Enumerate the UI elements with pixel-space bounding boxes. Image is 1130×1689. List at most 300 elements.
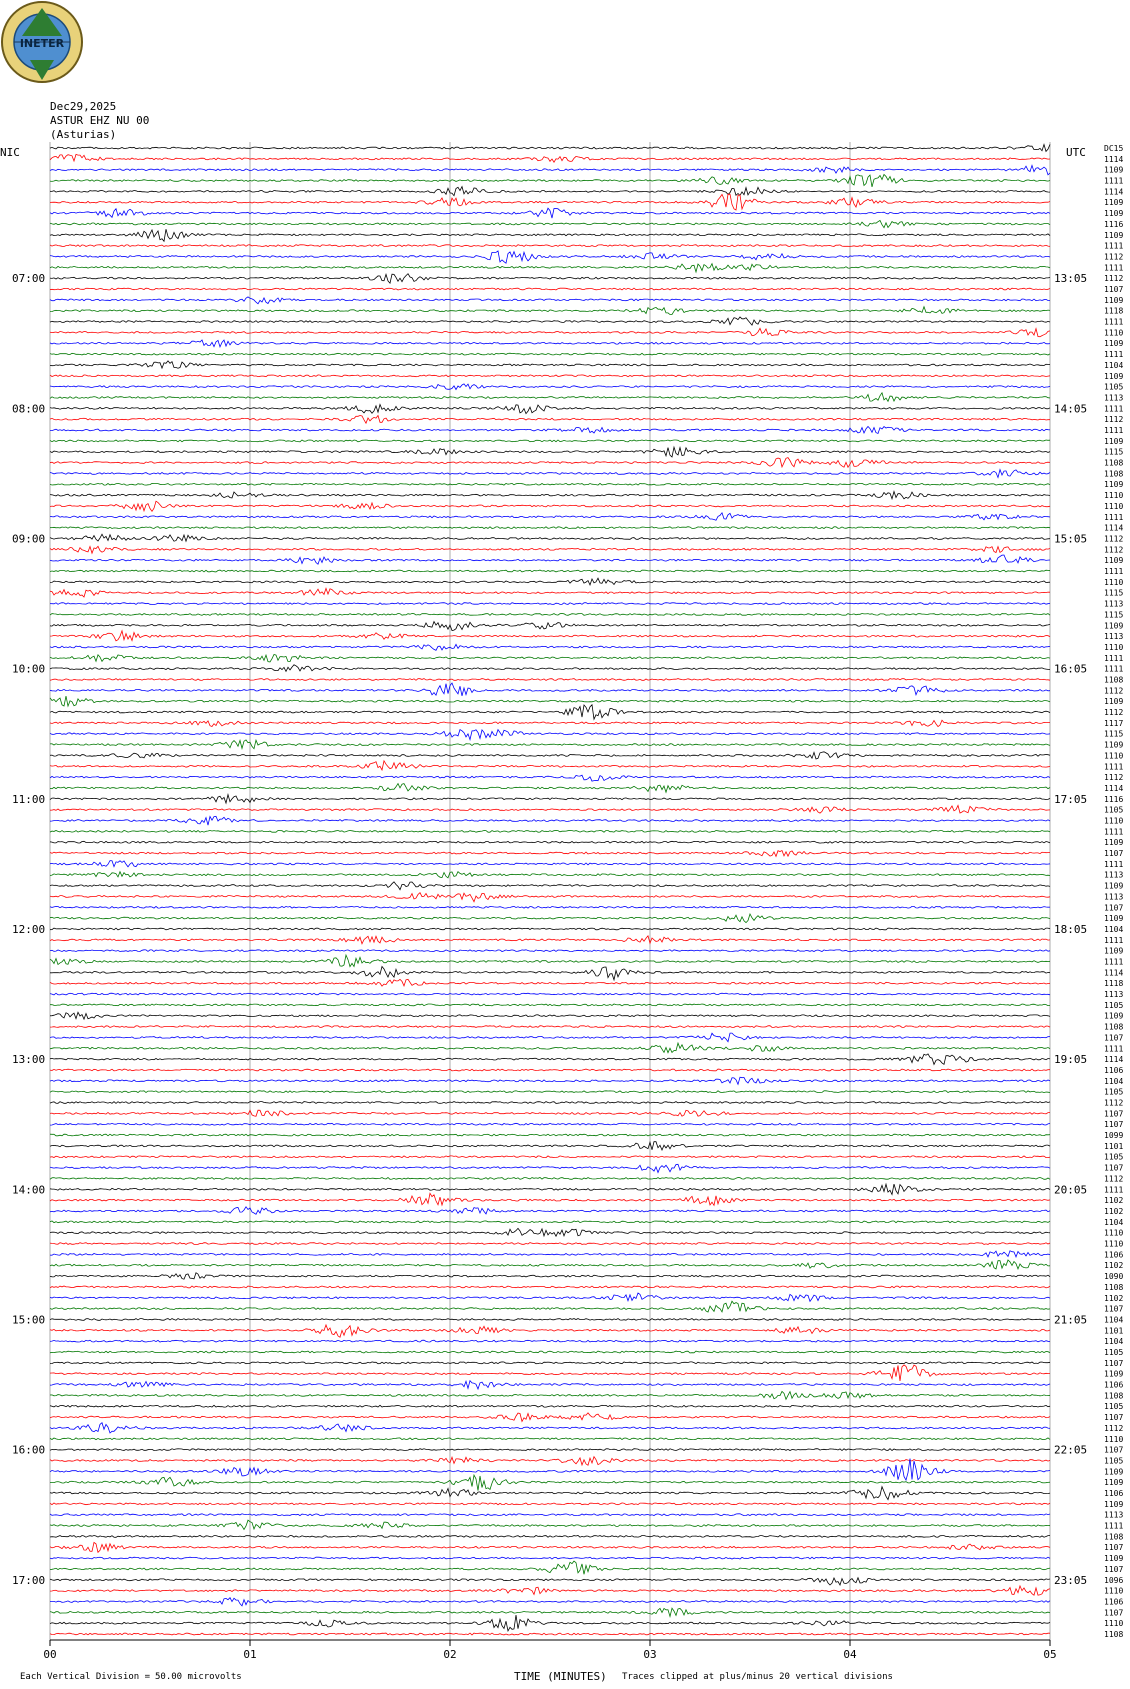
seismic-trace: [50, 1293, 1050, 1301]
trace-offset-label: 1109: [1104, 230, 1124, 240]
right-hour-label: 13:05: [1054, 272, 1088, 286]
trace-offset-label: 1106: [1104, 1250, 1124, 1260]
seismic-trace: [50, 816, 1050, 825]
trace-offset-label: 1111: [1104, 859, 1124, 869]
seismic-trace: [50, 307, 1050, 315]
trace-offset-label: 1107: [1104, 1358, 1124, 1368]
seismic-trace: [50, 665, 1050, 672]
trace-offset-label: 1110: [1104, 501, 1124, 511]
seismic-trace: [50, 882, 1050, 890]
seismic-trace: [50, 458, 1050, 468]
seismic-trace: [50, 1251, 1050, 1257]
trace-offset-label: 1118: [1104, 979, 1124, 989]
seismic-trace: [50, 251, 1050, 263]
seismic-trace: [50, 340, 1050, 347]
seismic-trace: [50, 1561, 1050, 1574]
trace-offset-label: 1101: [1104, 1141, 1124, 1151]
x-tick-label: 05: [1043, 1648, 1057, 1661]
seismic-trace: [50, 1004, 1050, 1006]
trace-offset-label: 1109: [1104, 740, 1124, 750]
seismic-trace: [50, 328, 1050, 336]
seismic-trace: [50, 1586, 1050, 1595]
seismic-trace: [50, 1487, 1050, 1500]
right-hour-label: 20:05: [1054, 1183, 1088, 1197]
seismic-trace: [50, 1578, 1050, 1585]
seismic-trace: [50, 1142, 1050, 1150]
trace-offset-label: 1110: [1104, 1619, 1124, 1629]
left-hour-label: 07:00: [12, 272, 46, 286]
division-value: 50.00 microvolts: [155, 1672, 242, 1682]
trace-offset-label: 1108: [1104, 675, 1124, 685]
trace-offset-label: 1112: [1104, 252, 1124, 262]
seismic-trace: [50, 1054, 1050, 1065]
seismic-trace: [50, 470, 1050, 478]
seismic-trace: [50, 1536, 1050, 1538]
seismic-trace: [50, 1178, 1050, 1180]
x-tick-label: 02: [443, 1648, 457, 1661]
seismic-trace: [50, 1438, 1050, 1440]
trace-offset-label: 1106: [1104, 1488, 1124, 1498]
seismic-trace: [50, 1381, 1050, 1389]
seismic-trace: [50, 555, 1050, 564]
seismic-trace: [50, 165, 1050, 174]
trace-offset-label: 1110: [1104, 1586, 1124, 1596]
seismic-trace: [50, 570, 1050, 572]
seismic-trace: [50, 967, 1050, 980]
trace-offset-label: 1111: [1104, 426, 1124, 436]
trace-offset-label: 1116: [1104, 219, 1124, 229]
trace-offset-label: 1109: [1104, 946, 1124, 956]
seismic-trace: [50, 893, 1050, 902]
seismic-trace: [50, 208, 1050, 218]
seismic-trace: [50, 440, 1050, 442]
trace-offset-label: 1115: [1104, 610, 1124, 620]
trace-offset-label: 1111: [1104, 350, 1124, 360]
seismic-trace: [50, 1286, 1050, 1288]
seismic-trace: [50, 1475, 1050, 1491]
trace-offset-label: 1108: [1104, 1282, 1124, 1292]
trace-offset-label: 1105: [1104, 1402, 1124, 1412]
trace-offset-label: 1107: [1104, 1120, 1124, 1130]
trace-offset-label: 1090: [1104, 1272, 1124, 1282]
trace-offset-label: 1108: [1104, 1391, 1124, 1401]
trace-offset-label: 1110: [1104, 1434, 1124, 1444]
trace-offset-label: 1110: [1104, 642, 1124, 652]
right-hour-label: 18:05: [1054, 922, 1088, 936]
seismic-trace: [50, 1413, 1050, 1422]
trace-offset-label: 1112: [1104, 1423, 1124, 1433]
trace-offset-label: 1109: [1104, 1369, 1124, 1379]
seismic-trace: [50, 1156, 1050, 1158]
seismic-trace: [50, 914, 1050, 923]
seismic-trace: [50, 317, 1050, 325]
trace-offset-label: 1107: [1104, 1109, 1124, 1119]
left-hour-label: 15:00: [12, 1313, 46, 1327]
left-hour-label: 14:00: [12, 1183, 46, 1197]
trace-offset-label: 1104: [1104, 1315, 1124, 1325]
trace-offset-label: 1109: [1104, 339, 1124, 349]
trace-offset-label: 1111: [1104, 404, 1124, 414]
seismic-trace: [50, 1123, 1050, 1125]
seismic-trace: [50, 1207, 1050, 1215]
trace-offset-label: 1099: [1104, 1131, 1124, 1141]
right-hour-label: 22:05: [1054, 1443, 1088, 1457]
seismic-trace: [50, 631, 1050, 641]
seismic-trace: [50, 1351, 1050, 1353]
seismic-trace: [50, 1091, 1050, 1093]
seismic-trace: [50, 906, 1050, 908]
trace-offset-label: 1114: [1104, 187, 1124, 197]
left-timezone-label: NIC: [0, 146, 20, 159]
seismic-trace: [50, 1362, 1050, 1364]
trace-offset-label: 1107: [1104, 1608, 1124, 1618]
trace-offset-label: 1109: [1104, 1011, 1124, 1021]
seismic-trace: [50, 993, 1050, 995]
trace-offset-label: 1096: [1104, 1575, 1124, 1585]
seismic-trace: [50, 288, 1050, 290]
trace-offset-label: 1111: [1104, 241, 1124, 251]
seismic-trace: [50, 1608, 1050, 1616]
trace-offset-label: 1107: [1104, 1445, 1124, 1455]
trace-offset-label: 1107: [1104, 1564, 1124, 1574]
trace-offset-label: 1101: [1104, 1326, 1124, 1336]
seismic-trace: [50, 274, 1050, 284]
trace-offset-label: 1109: [1104, 1467, 1124, 1477]
seismic-trace: [50, 705, 1050, 719]
x-tick-label: 01: [243, 1648, 257, 1661]
trace-offset-label: 1107: [1104, 1413, 1124, 1423]
seismic-trace: [50, 229, 1050, 241]
seismic-trace: [50, 936, 1050, 944]
seismic-trace: [50, 375, 1050, 377]
trace-offset-label: 1111: [1104, 935, 1124, 945]
seismic-trace: [50, 655, 1050, 662]
trace-offset-label: 1108: [1104, 1630, 1124, 1639]
seismic-trace: [50, 1110, 1050, 1116]
trace-offset-label: 1112: [1104, 545, 1124, 555]
seismic-trace: [50, 194, 1050, 210]
right-hour-label: 19:05: [1054, 1053, 1088, 1067]
x-tick-label: 00: [43, 1648, 57, 1661]
seismic-trace: [50, 1542, 1050, 1552]
trace-offset-label: 1109: [1104, 621, 1124, 631]
trace-offset-label: 1113: [1104, 870, 1124, 880]
trace-offset-label: 1109: [1104, 914, 1124, 924]
right-hour-label: 23:05: [1054, 1573, 1088, 1587]
seismic-trace: [50, 1340, 1050, 1342]
seismic-trace: [50, 1365, 1050, 1381]
right-hour-label: 14:05: [1054, 402, 1088, 416]
trace-offset-label: 1115: [1104, 729, 1124, 739]
trace-offset-label: 1109: [1104, 436, 1124, 446]
seismic-trace: [50, 1012, 1050, 1019]
seismic-trace: [50, 683, 1050, 696]
seismic-trace: [50, 1134, 1050, 1136]
trace-offset-label: 1118: [1104, 306, 1124, 316]
seismic-trace: [50, 144, 1050, 151]
seismic-trace: [50, 1503, 1050, 1505]
x-tick-label: 04: [843, 1648, 857, 1661]
seismic-trace: [50, 1325, 1050, 1337]
seismic-trace: [50, 534, 1050, 541]
left-hour-label: 11:00: [12, 792, 46, 806]
trace-offset-label: 1102: [1104, 1196, 1124, 1206]
seismic-trace: [50, 1228, 1050, 1236]
trace-offset-label: 1105: [1104, 382, 1124, 392]
trace-offset-label: 1109: [1104, 1478, 1124, 1488]
seismic-trace: [50, 427, 1050, 434]
trace-offset-label: 1109: [1104, 198, 1124, 208]
seismic-trace: [50, 1319, 1050, 1321]
right-hour-label: 15:05: [1054, 532, 1088, 546]
trace-offset-label: 1110: [1104, 491, 1124, 501]
seismic-trace: [50, 740, 1050, 749]
seismic-trace: [50, 1301, 1050, 1312]
seismic-trace: [50, 644, 1050, 650]
trace-offset-label: 1112: [1104, 534, 1124, 544]
seismic-trace: [50, 1449, 1050, 1451]
trace-offset-label: 1108: [1104, 458, 1124, 468]
trace-offset-label: 1112: [1104, 708, 1124, 718]
seismic-trace: [50, 416, 1050, 424]
trace-offset-label: 1102: [1104, 1293, 1124, 1303]
trace-offset-label: 1106: [1104, 1065, 1124, 1075]
seismic-trace: [50, 1243, 1050, 1245]
seismic-trace: [50, 1221, 1050, 1223]
trace-offset-label: 1107: [1104, 1163, 1124, 1173]
trace-offset-label: 1114: [1104, 1055, 1124, 1065]
left-hour-label: 12:00: [12, 922, 46, 936]
trace-offset-label: 1111: [1104, 512, 1124, 522]
trace-offset-label: 1117: [1104, 718, 1124, 728]
trace-offset-label: 1105: [1104, 1000, 1124, 1010]
seismic-trace: [50, 1405, 1050, 1407]
trace-offset-label: 1113: [1104, 990, 1124, 1000]
x-axis-label: TIME (MINUTES): [514, 1670, 607, 1683]
seismic-trace: [50, 513, 1050, 521]
trace-offset-label: 1111: [1104, 827, 1124, 837]
seismic-trace: [50, 950, 1050, 952]
trace-offset-label: 1111: [1104, 957, 1124, 967]
seismic-trace: [50, 361, 1050, 368]
trace-offset-label: 1109: [1104, 480, 1124, 490]
seismic-trace: [50, 1273, 1050, 1279]
seismic-trace: [50, 187, 1050, 196]
seismic-trace: [50, 795, 1050, 804]
trace-offset-label: 1107: [1104, 903, 1124, 913]
seismic-trace: [50, 752, 1050, 759]
seismic-trace: [50, 384, 1050, 390]
trace-offset-label: 1105: [1104, 1347, 1124, 1357]
seismic-trace: [50, 1514, 1050, 1516]
left-hour-label: 10:00: [12, 662, 46, 676]
seismic-trace: [50, 405, 1050, 414]
trace-offset-label: 1109: [1104, 295, 1124, 305]
trace-offset-label: 1113: [1104, 892, 1124, 902]
seismic-trace: [50, 221, 1050, 228]
trace-offset-label: 1111: [1104, 1521, 1124, 1531]
trace-offset-label: 1111: [1104, 263, 1124, 273]
seismic-trace: [50, 1633, 1050, 1635]
right-hour-label: 16:05: [1054, 662, 1088, 676]
trace-offset-label: 1115: [1104, 588, 1124, 598]
seismic-trace: [50, 1457, 1050, 1466]
left-hour-label: 16:00: [12, 1443, 46, 1457]
seismic-trace: [50, 353, 1050, 355]
seismic-trace: [50, 578, 1050, 585]
seismic-trace: [50, 546, 1050, 553]
seismic-trace: [50, 928, 1050, 930]
trace-offset-label: 1106: [1104, 1380, 1124, 1390]
seismic-trace: [50, 1459, 1050, 1481]
seismic-trace: [50, 955, 1050, 967]
trace-offset-label: 1107: [1104, 1543, 1124, 1553]
trace-offset-label: 1105: [1104, 1456, 1124, 1466]
trace-offset-labels: [1104, 144, 1123, 1639]
seismic-trace: [50, 1260, 1050, 1269]
seismic-trace: [50, 264, 1050, 272]
trace-offset-label: DC15: [1104, 144, 1124, 153]
trace-offset-label: 1110: [1104, 328, 1124, 338]
division-label: Each Vertical Division =: [20, 1672, 151, 1682]
trace-offset-label: 1109: [1104, 371, 1124, 381]
trace-offset-label: 1110: [1104, 816, 1124, 826]
seismic-trace: [50, 841, 1050, 843]
trace-offset-label: 1102: [1104, 1206, 1124, 1216]
trace-offset-label: 1110: [1104, 1228, 1124, 1238]
trace-offset-label: 1116: [1104, 794, 1124, 804]
trace-offset-label: 1111: [1104, 176, 1124, 186]
trace-offset-label: 1112: [1104, 686, 1124, 696]
seismic-trace: [50, 1520, 1050, 1529]
seismic-trace: [50, 501, 1050, 511]
seismic-trace: [50, 483, 1050, 485]
seismic-trace: [50, 775, 1050, 781]
seismic-trace: [50, 1026, 1050, 1028]
seismic-trace: [50, 979, 1050, 986]
trace-offset-label: 1114: [1104, 968, 1124, 978]
seismic-trace: [50, 1069, 1050, 1071]
trace-offset-label: 1115: [1104, 447, 1124, 457]
seismic-trace: [50, 1598, 1050, 1606]
seismic-trace: [50, 1184, 1050, 1194]
trace-offset-label: 1111: [1104, 1044, 1124, 1054]
trace-offset-label: 1111: [1104, 1185, 1124, 1195]
trace-offset-label: 1113: [1104, 599, 1124, 609]
seismic-trace: [50, 175, 1050, 187]
trace-offset-label: 1113: [1104, 632, 1124, 642]
trace-offset-label: 1107: [1104, 1304, 1124, 1314]
right-hour-label: 21:05: [1054, 1313, 1088, 1327]
trace-offset-label: 1109: [1104, 556, 1124, 566]
seismic-trace: [50, 830, 1050, 832]
trace-offset-label: 1111: [1104, 567, 1124, 577]
seismic-trace: [50, 805, 1050, 813]
trace-offset-label: 1109: [1104, 1499, 1124, 1509]
seismic-trace: [50, 1033, 1050, 1042]
seismic-trace: [50, 245, 1050, 247]
seismic-trace: [50, 720, 1050, 726]
left-hour-label: 08:00: [12, 402, 46, 416]
clip-note: Traces clipped at plus/minus 20 vertical divisions: [622, 1672, 893, 1682]
left-hour-label: 17:00: [12, 1573, 46, 1587]
seismic-trace: [50, 603, 1050, 605]
trace-offset-label: 1109: [1104, 838, 1124, 848]
seismic-trace: [50, 784, 1050, 793]
seismic-trace: [50, 447, 1050, 457]
trace-offset-label: 1114: [1104, 783, 1124, 793]
trace-offset-label: 1106: [1104, 1597, 1124, 1607]
seismic-trace: [50, 527, 1050, 529]
station-location: (Asturias): [50, 128, 117, 141]
trace-offset-label: 1109: [1104, 209, 1124, 219]
trace-offset-label: 1107: [1104, 1033, 1124, 1043]
seismic-trace: [50, 1193, 1050, 1205]
trace-offset-label: 1110: [1104, 577, 1124, 587]
trace-offset-label: 1108: [1104, 1532, 1124, 1542]
trace-offset-label: 1112: [1104, 1174, 1124, 1184]
seismic-trace: [50, 1043, 1050, 1053]
trace-offset-label: 1107: [1104, 285, 1124, 295]
seismic-trace: [50, 588, 1050, 597]
trace-offset-label: 1114: [1104, 523, 1124, 533]
trace-offset-label: 1104: [1104, 1076, 1124, 1086]
seismic-trace: [50, 861, 1050, 867]
trace-offset-label: 1109: [1104, 1554, 1124, 1564]
seismic-trace: [50, 679, 1050, 681]
seismic-trace: [50, 1557, 1050, 1559]
trace-offset-label: 1108: [1104, 469, 1124, 479]
minute-gridlines: [50, 142, 1050, 1640]
seismic-trace: [50, 1615, 1050, 1631]
seismic-trace: [50, 492, 1050, 499]
seismic-trace: [50, 297, 1050, 304]
trace-offset-label: 1104: [1104, 924, 1124, 934]
seismic-trace: [50, 1102, 1050, 1104]
right-timezone-label: UTC: [1066, 146, 1086, 159]
left-hour-label: 09:00: [12, 532, 46, 546]
seismic-trace: [50, 154, 1050, 162]
seismic-trace: [50, 393, 1050, 402]
trace-offset-label: 1110: [1104, 1239, 1124, 1249]
trace-offset-label: 1109: [1104, 881, 1124, 891]
trace-offset-label: 1111: [1104, 664, 1124, 674]
seismic-trace: [50, 1391, 1050, 1399]
trace-offset-label: 1112: [1104, 274, 1124, 284]
seismic-trace: [50, 614, 1050, 616]
trace-offset-label: 1113: [1104, 1510, 1124, 1520]
seismic-trace: [50, 1164, 1050, 1172]
trace-offset-label: 1105: [1104, 1087, 1124, 1097]
station-code: ASTUR EHZ NU 00: [50, 114, 150, 127]
seismic-traces: [50, 144, 1050, 1635]
trace-offset-label: 1111: [1104, 762, 1124, 772]
trace-offset-label: 1107: [1104, 849, 1124, 859]
trace-offset-label: 1105: [1104, 805, 1124, 815]
seismic-trace: [50, 872, 1050, 878]
time-axis: [43, 1640, 1056, 1661]
trace-offset-label: 1109: [1104, 165, 1124, 175]
logo-text: INETER: [19, 37, 65, 50]
trace-offset-label: 1113: [1104, 393, 1124, 403]
seismic-trace: [50, 1077, 1050, 1084]
seismic-trace: [50, 622, 1050, 631]
trace-offset-label: 1112: [1104, 415, 1124, 425]
trace-offset-label: 1110: [1104, 751, 1124, 761]
trace-offset-label: 1108: [1104, 1022, 1124, 1032]
left-hour-label: 13:00: [12, 1053, 46, 1067]
trace-offset-label: 1104: [1104, 1337, 1124, 1347]
